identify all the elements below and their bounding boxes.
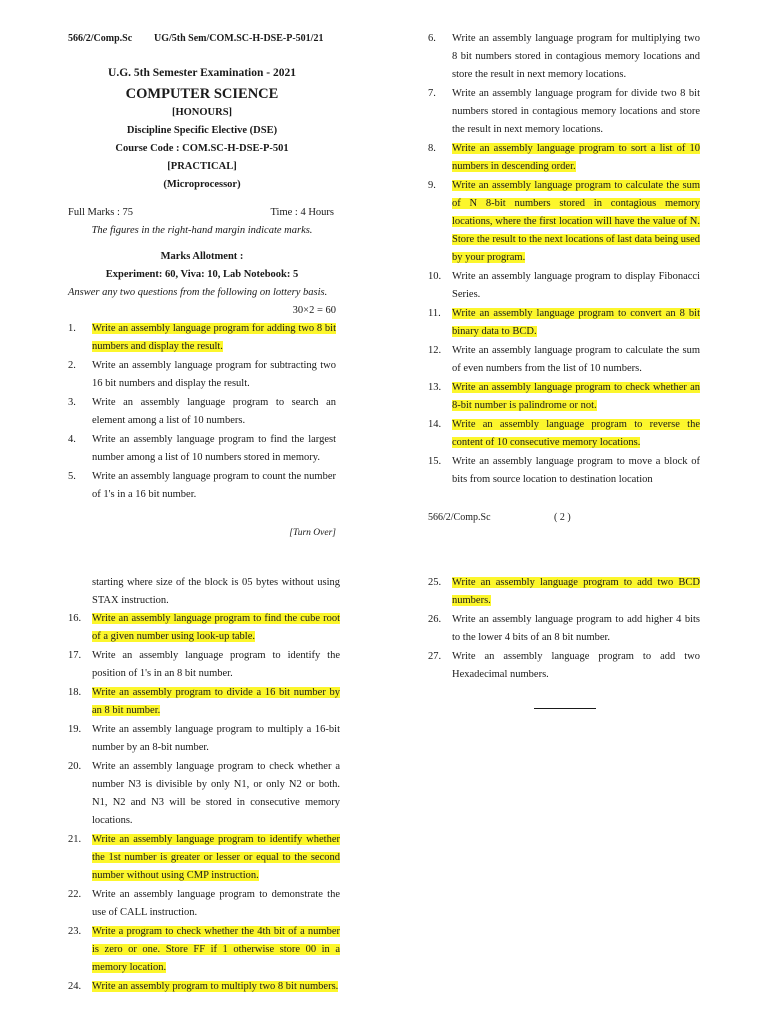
question-text (92, 886, 340, 922)
question-item (68, 831, 340, 885)
plain-text: Write an assembly language program to multiply a 16-bit number by an 8-bit number. (92, 724, 340, 753)
question-number: 1. (68, 323, 76, 334)
highlighted-text: Write a program to check whether the 4th bit of a number is zero or one. Store FF if 1 otherwise store 00 in a memory location. (92, 926, 340, 973)
question-text (92, 431, 336, 467)
question-text (452, 305, 700, 341)
question-item (68, 468, 336, 504)
highlighted-text: Write an assembly language program to add two BCD numbers. (452, 577, 700, 606)
question-item (68, 610, 340, 646)
page1-left-column (68, 30, 336, 542)
question-number: 10. (428, 271, 442, 282)
marks-scheme-row (68, 302, 336, 320)
highlighted-text: Write an assembly language program to check whether an 8-bit number is palindrome or not. (452, 382, 700, 411)
plain-text: Write an assembly language program for multiplying two 8 bit numbers stored in contagious memory locations and store the result in next memory locations. (452, 33, 700, 80)
question-item (68, 357, 336, 393)
question-text (92, 978, 340, 996)
marks-allotment-heading: Marks Allotment : (160, 251, 244, 262)
highlighted-text: Write an assembly program to multiply two 8 bit numbers. (92, 981, 339, 992)
exam-title: U.G. 5th Semester Examination - 2021 (108, 67, 296, 79)
question-text (452, 30, 700, 84)
question-number: 23. (68, 926, 82, 937)
question-item (68, 647, 340, 683)
end-rule (534, 708, 596, 709)
question-number: 21. (68, 834, 82, 845)
paper-id: UG/5th Sem/COM.SC-H-DSE-P-501/21 (154, 33, 324, 44)
question-number: 18. (68, 687, 82, 698)
plain-text: Write an assembly language program to move a block of bits from source location to destination location (452, 456, 700, 485)
topic-label: (Microprocessor) (163, 179, 241, 190)
page-footer (428, 509, 700, 527)
plain-text: Write an assembly language program to add two Hexadecimal numbers. (452, 651, 700, 680)
question-number: 27. (428, 651, 442, 662)
question-text (92, 394, 336, 430)
highlighted-text: Write an assembly language program to find the cube root of a given number using look-up table. (92, 613, 340, 642)
question-text (92, 721, 340, 757)
plain-text: Write an assembly language program to identify the position of 1's in an 8 bit number. (92, 650, 340, 679)
marks-scheme: 30×2 = 60 (292, 305, 336, 316)
question-number: 26. (428, 614, 442, 625)
question-text (452, 342, 700, 378)
question-item (428, 342, 700, 378)
marks-allotment: Experiment: 60, Viva: 10, Lab Notebook: 5 (105, 269, 299, 280)
question-number: 7. (428, 88, 436, 99)
question-item (428, 416, 700, 452)
question-item (428, 611, 700, 647)
page2-right-column (428, 574, 700, 709)
question-number: 2. (68, 360, 76, 371)
question-item (428, 85, 700, 139)
question-number: 3. (68, 397, 76, 408)
question-text (92, 647, 340, 683)
highlighted-text: Write an assembly language program to calculate the sum of N 8-bit numbers stored in contagious memory locations, where the first location will have the value of N. Store the result to the next locations of last data being used by your program. (452, 180, 700, 263)
highlighted-text: Write an assembly language program to reverse the content of 10 consecutive memory locations. (452, 419, 700, 448)
question-number: 25. (428, 577, 442, 588)
question-text (452, 379, 700, 415)
question-number: 8. (428, 143, 436, 154)
question-item (428, 453, 700, 489)
question-number: 13. (428, 382, 442, 393)
question-text (452, 177, 700, 267)
question-text (452, 85, 700, 139)
paper-code: 566/2/Comp.Sc (68, 33, 133, 44)
question-number: 4. (68, 434, 76, 445)
question-text (92, 468, 336, 504)
highlighted-text: Write an assembly language program for adding two 8 bit numbers and display the result. (92, 323, 336, 352)
question-item (428, 177, 700, 267)
elective-label: Discipline Specific Elective (DSE) (126, 125, 278, 136)
question-number: 19. (68, 724, 82, 735)
question-item (428, 268, 700, 304)
question-number: 22. (68, 889, 82, 900)
plain-text: Write an assembly language program for subtracting two 16 bit numbers and display the result. (92, 360, 336, 389)
question-number: 6. (428, 33, 436, 44)
plain-text: Write an assembly language program to check whether a number N3 is divisible by only N1, or only N2 or both. N1, N2 and N3 will be stored in consecutive memory locations. (92, 761, 340, 826)
question-list (68, 610, 340, 996)
question-item (68, 923, 340, 977)
highlighted-text: Write an assembly language program to identify whether the 1st number is greater or lesser or equal to the second number without using CMP instruction. (92, 834, 340, 881)
question-text (92, 610, 340, 646)
question-number: 11. (428, 308, 441, 319)
question-text (92, 684, 340, 720)
question-number: 20. (68, 761, 82, 772)
question-number: 17. (68, 650, 82, 661)
marks-time-row (68, 204, 336, 222)
question-text (92, 831, 340, 885)
question-text (452, 453, 700, 489)
question-text (92, 320, 336, 356)
footer-code: 566/2/Comp.Sc (428, 512, 491, 523)
question-item (68, 721, 340, 757)
question-item (68, 394, 336, 430)
full-marks: Full Marks : 75 (68, 207, 134, 218)
highlighted-text: Write an assembly language program to convert an 8 bit binary data to BCD. (452, 308, 700, 337)
question-number: 14. (428, 419, 442, 430)
page1-right-column (428, 30, 700, 527)
question-text (92, 357, 336, 393)
question-text (92, 923, 340, 977)
page-header (68, 30, 336, 48)
instruction: Answer any two questions from the following on lottery basis. (68, 287, 328, 298)
plain-text: Write an assembly language program to display Fibonacci Series. (452, 271, 700, 300)
question-text (452, 416, 700, 452)
page2-left-column (68, 574, 340, 997)
highlighted-text: Write an assembly language program to sort a list of 10 numbers in descending order. (452, 143, 700, 172)
question-item (68, 886, 340, 922)
plain-text: Write an assembly language program to demonstrate the use of CALL instruction. (92, 889, 340, 918)
question-item (428, 574, 700, 610)
question-item (68, 684, 340, 720)
question-item (428, 140, 700, 176)
question-item (428, 648, 700, 684)
question-text (452, 611, 700, 647)
course-code: Course Code : COM.SC-H-DSE-P-501 (115, 143, 289, 154)
question-text (452, 268, 700, 304)
question-list (428, 574, 700, 684)
question-item (68, 431, 336, 467)
turn-over: [Turn Over] (289, 528, 336, 538)
question-text (452, 648, 700, 684)
question-number: 9. (428, 180, 436, 191)
question-item (428, 30, 700, 84)
question-item (68, 978, 340, 996)
plain-text: Write an assembly language program to add higher 4 bits to the lower 4 bits of an 8 bit number. (452, 614, 700, 643)
question-item (68, 320, 336, 356)
question-text (452, 574, 700, 610)
question-list (428, 30, 700, 489)
margin-note: The figures in the right-hand margin indicate marks. (91, 225, 313, 236)
plain-text: Write an assembly language program to calculate the sum of even numbers from the list of 10 numbers. (452, 345, 700, 374)
plain-text: Write an assembly language program to count the number of 1's in a 16 bit number. (92, 471, 336, 500)
honours-label: [HONOURS] (171, 107, 233, 118)
question-number: 15. (428, 456, 442, 467)
question-number: 16. (68, 613, 82, 624)
plain-text: Write an assembly language program to find the largest number among a list of 10 numbers stored in memory. (92, 434, 336, 463)
question-list (68, 320, 336, 504)
subject-title: COMPUTER SCIENCE (125, 86, 279, 102)
question-text (92, 758, 340, 830)
question-number: 12. (428, 345, 442, 356)
question-15-continuation: starting where size of the block is 05 bytes without using STAX instruction. (92, 577, 340, 606)
time-allowed: Time : 4 Hours (270, 207, 334, 218)
question-text (452, 140, 700, 176)
highlighted-text: Write an assembly program to divide a 16 bit number by an 8 bit number. (92, 687, 340, 716)
question-item (68, 758, 340, 830)
plain-text: Write an assembly language program for divide two 8 bit numbers stored in contagious memory locations and store the result in next memory locations. (452, 88, 700, 135)
question-item (428, 379, 700, 415)
question-item (428, 305, 700, 341)
question-number: 5. (68, 471, 76, 482)
page-number: ( 2 ) (554, 512, 571, 523)
plain-text: Write an assembly language program to search an element among a list of 10 numbers. (92, 397, 336, 426)
practical-label: [PRACTICAL] (167, 161, 237, 172)
question-number: 24. (68, 981, 82, 992)
